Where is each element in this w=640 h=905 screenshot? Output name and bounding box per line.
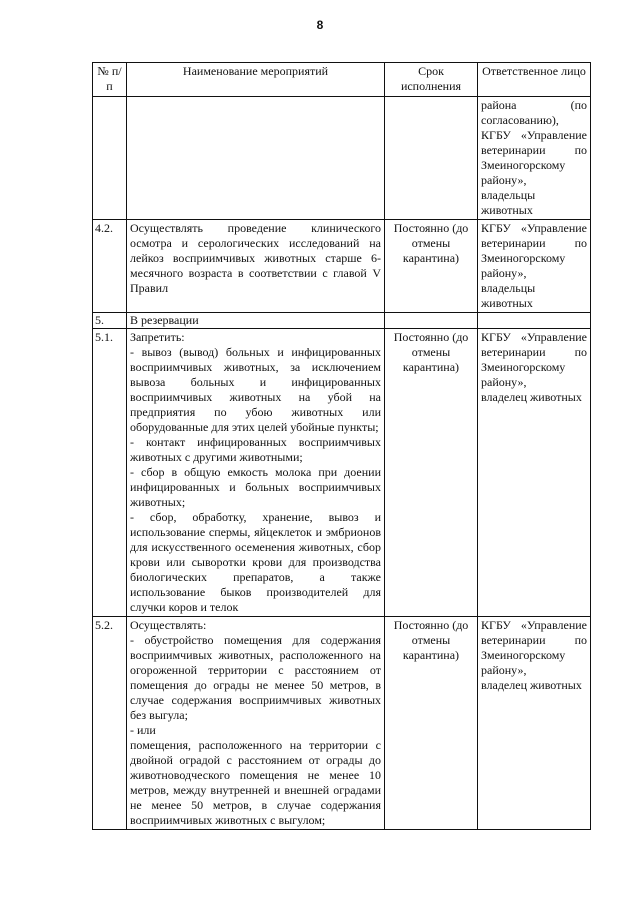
- row-resp: [478, 220, 591, 313]
- resp-line: КГБУ «Управление ветеринарии по Змеиногорскому району»,: [481, 330, 587, 389]
- row-term: Постоянно (до отмены карантина): [385, 617, 478, 830]
- row-text: [127, 329, 385, 617]
- table-row: [93, 617, 591, 830]
- row-text: [127, 220, 385, 313]
- table-header-row: [93, 63, 591, 97]
- text-paragraph: - вывоз (вывод) больных и инфицированных восприимчивых животных, за исключением вывоза больных и инфицированных восприимчивых животных на убой на предприятия по убою животных или оборудованные для этих целей убойные пункты;: [130, 345, 381, 434]
- row-num: 5.1.: [93, 329, 127, 617]
- header-term: Срок исполнения: [385, 63, 478, 97]
- header-resp: Ответственное лицо: [478, 63, 591, 97]
- text-paragraph: В резервации: [130, 313, 199, 327]
- page-number: 8: [316, 18, 324, 32]
- row-num: 4.2.: [93, 220, 127, 313]
- section-title: [127, 313, 385, 329]
- text-paragraph: - сбор, обработку, хранение, вывоз и использование спермы, яйцеклеток и эмбрионов для искусственного осеменения животных, сбор крови или сыворотки крови для производства биологических препаратов, а также использование быков производителей для случки коров и телок: [130, 510, 381, 614]
- row-term: Постоянно (до отмены карантина): [385, 220, 478, 313]
- resp-line: КГБУ «Управление ветеринарии по Змеиногорскому району»,: [481, 618, 587, 677]
- row-num: 5.2.: [93, 617, 127, 830]
- header-num: № п/п: [93, 63, 127, 97]
- section-row: [93, 313, 591, 329]
- table-row: [93, 329, 591, 617]
- resp-line: района (по согласованию),: [481, 98, 587, 127]
- row-term: [385, 313, 478, 329]
- header-name: Наименование мероприятий: [127, 63, 385, 97]
- resp-line: владельцы животных: [481, 188, 536, 217]
- text-paragraph: помещения, расположенного на территории с двойной оградой с расстоянием от ограды до животноводческого помещения не менее 10 метров, между внутренней и внешней оградами не менее 50 метров, в случае содержания восприимчивых животных с выгулом;: [130, 738, 381, 827]
- table-row: [93, 97, 591, 220]
- row-num: [93, 97, 127, 220]
- resp-line: КГБУ «Управление ветеринарии по Змеиногорскому району»,: [481, 128, 587, 187]
- text-paragraph: Осуществлять проведение клинического осмотра и серологических исследований на лейкоз восприимчивых животных старше 6-месячного возраста в соответствии с главой V Правил: [130, 221, 381, 295]
- measures-table: [92, 62, 591, 830]
- row-resp: [478, 97, 591, 220]
- resp-line: владельцы животных: [481, 281, 536, 310]
- table-row: [93, 220, 591, 313]
- row-text: [127, 617, 385, 830]
- row-text: [127, 97, 385, 220]
- row-num: 5.: [93, 313, 127, 329]
- row-resp: [478, 617, 591, 830]
- text-paragraph: - или: [130, 723, 156, 737]
- text-paragraph: Запретить:: [130, 330, 185, 344]
- text-paragraph: Осуществлять:: [130, 618, 207, 632]
- row-term: [385, 97, 478, 220]
- row-resp: [478, 329, 591, 617]
- row-term: Постоянно (до отмены карантина): [385, 329, 478, 617]
- text-paragraph: - обустройство помещения для содержания восприимчивых животных, расположенного на огороженной территории с расстоянием от помещения до ограды не менее 50 метров, в случае содержания восприимчивых животных без выгула;: [130, 633, 381, 722]
- text-paragraph: - сбор в общую емкость молока при доении инфицированных и больных восприимчивых животных;: [130, 465, 381, 509]
- resp-line: КГБУ «Управление ветеринарии по Змеиногорскому району»,: [481, 221, 587, 280]
- row-resp: [478, 313, 591, 329]
- resp-line: владелец животных: [481, 390, 582, 404]
- text-paragraph: - контакт инфицированных восприимчивых животных с другими животными;: [130, 435, 381, 464]
- resp-line: владелец животных: [481, 678, 582, 692]
